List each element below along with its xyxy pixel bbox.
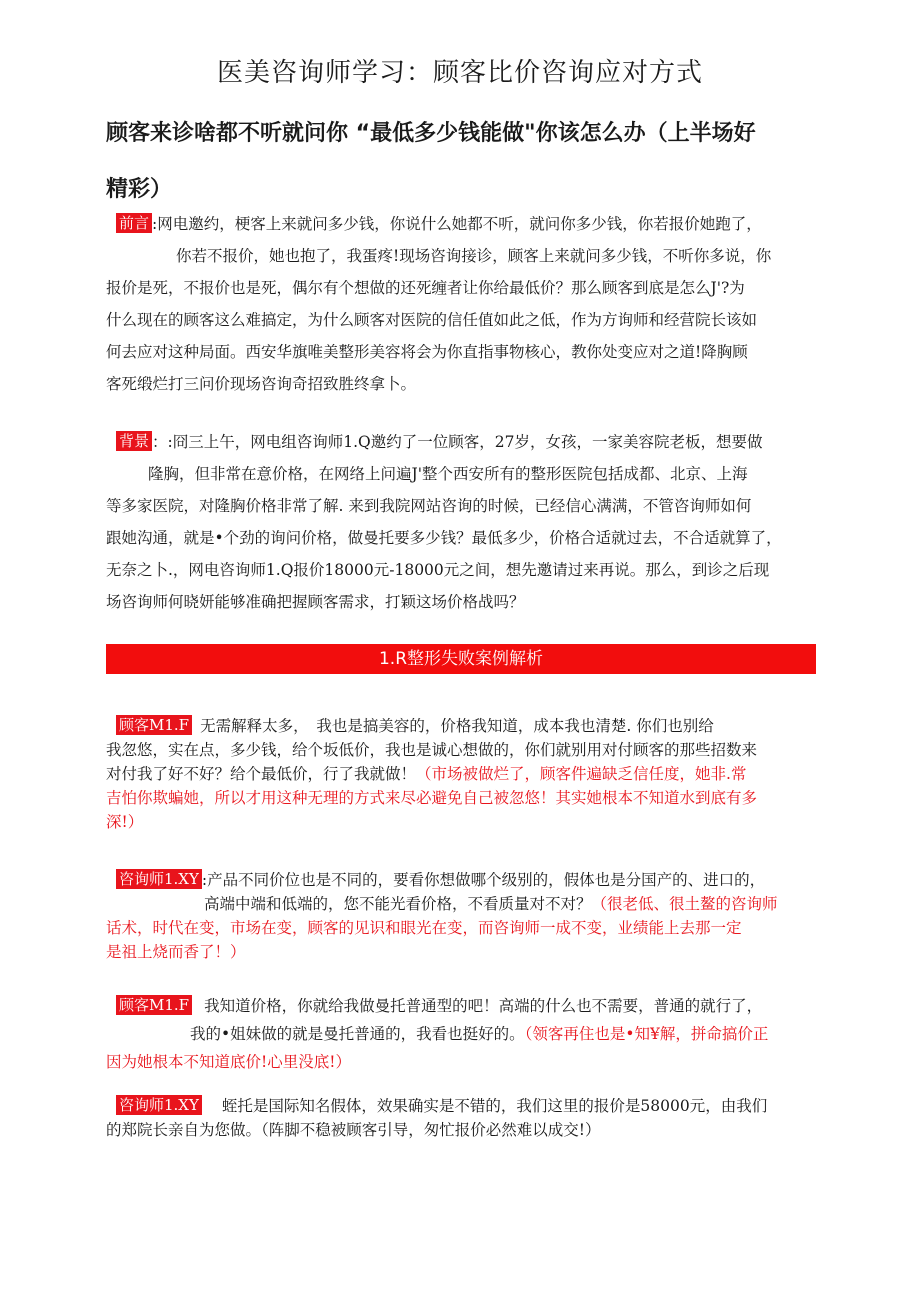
speaker-tag-customer: 顾客M1.F (116, 995, 192, 1015)
commentary-note: （市场被做烂了，顾客件遍缺乏信任度，她非.常 (416, 765, 747, 783)
preface-tag: 前言 (116, 213, 152, 233)
dialogue-line: 我忽悠，实在点，多少钱，给个坂低价，我也是诚心想做的，你们就别用对付顾客的那些招数来 (106, 741, 758, 759)
preface-line: :网电邀约，梗客上来就问多少钱，你说什么她都不听，就问你多少钱，你若报价她跑了， (152, 215, 762, 233)
background-paragraph (106, 430, 826, 610)
speaker-tag-consultant: 咨询师1.XY (116, 869, 202, 889)
speaker-tag-consultant: 咨询师1.XY (116, 1095, 202, 1115)
background-line: 无奈之卜.，网电咨询师1.Q报价18000元-18000元之间，想先邀请过来再说。那么，到诊之后现 (106, 561, 770, 579)
background-line: 跟她沟通，就是•个劲的询问价格，做曼托要多少钱？最低多少，价格合适就过去，不合适就算了， (106, 529, 782, 547)
background-line: 场咨询师何晓妍能够准确把握顾客需求，打颖这场价格战吗？ (106, 593, 525, 611)
background-line: 隆胸，但非常在意价格，在网络上问遍J'整个西安所有的整形医院包括成都、北京、上海 (148, 465, 748, 483)
dialogue-line: 我知道价格，你就给我做曼托普通型的吧！高端的什么也不需要，普通的就行了， (204, 997, 763, 1015)
dialogue-line: 蛭托是国际知名假体，效果确实是不错的，我们这里的报价是58000元，由我们 (221, 1097, 768, 1115)
dialogue-line: :产品不同价位也是不同的，要看你想做哪个级别的，假体也是分国产的、进口的， (201, 871, 766, 889)
commentary-note: 深!） (106, 813, 144, 831)
section-heading: 1.R整形失败案例解析 (106, 644, 816, 674)
dialogue-customer (106, 714, 826, 831)
commentary-note: 吉怕你欺蝙她，所以才用这种无理的方式来尽必避免自己被忽悠！其实她根本不知道水到底有多 (106, 789, 758, 807)
background-line: ：:冏三上午，网电组咨询师1.Q邀约了一位顾客，27岁，女孩，一家美容院老板，想要做 (152, 433, 763, 451)
headline-line-1: 顾客来诊啥都不听就问你 “最低多少钱能做"你该怎么办（上半场好 (106, 121, 756, 146)
preface-line: 何去应对这种局面。西安华旗唯美整形美容将会为你直指事物核心，教你处变应对之道!降胸顾 (106, 343, 748, 361)
dialogue-consultant (106, 868, 826, 961)
dialogue-line: 高端中端和低端的，您不能光看价格，不看质量对不对？ (204, 895, 592, 913)
commentary-note: 因为她根本不知道底价!心里没底!） (106, 1053, 351, 1071)
speaker-tag-customer: 顾客M1.F (116, 715, 192, 735)
dialogue-consultant (106, 1094, 826, 1154)
commentary-note: 是祖上烧而香了！） (106, 943, 246, 961)
background-tag: 背景 (116, 431, 152, 451)
commentary-note: （领客再住也是•知¥解，拼命搞价正 (524, 1025, 769, 1043)
dialogue-line: 的郑院长亲自为您做。（阵脚不稳被顾客引导，匆忙报价必然难以成交!） (106, 1121, 601, 1139)
preface-line: 你若不报价，她也抱了，我蛋疼!现场咨询接诊，顾客上来就问多少钱，不听你多说，你 (176, 247, 772, 265)
preface-line: 报价是死，不报价也是死，偶尔有个想做的还死缠者让你给最低价？那么顾客到底是怎么J'?为 (106, 279, 745, 297)
preface-line: 什么现在的顾客这么难搞定，为什么顾客对医院的信任值如此之低，作为方询师和经营院长该如 (106, 311, 758, 329)
background-line: 等多家医院，对隆胸价格非常了解. 来到我院网站咨询的时候，已经信心满满，不管咨询师如何 (106, 497, 752, 515)
headline-line-2: 精彩） (106, 177, 173, 202)
preface-paragraph (106, 212, 826, 392)
dialogue-line: 对付我了好不好？给个最低价，行了我就做！ (106, 765, 417, 783)
preface-line: 客死缎烂打三问价现场咨询奇招致胜终拿卜。 (106, 375, 417, 393)
dialogue-line: 无需解释太多， 我也是搞美容的，价格我知道，成本我也清楚. 你们也别给 (200, 717, 714, 735)
dialogue-customer (106, 994, 826, 1074)
commentary-note: （很老低、很土鳌的咨询师 (591, 895, 778, 913)
commentary-note: 话术，时代在变，市场在变，顾客的见识和眼光在变，而咨询师一成不变，业绩能上去那一定 (106, 919, 742, 937)
document-title: 医美咨询师学习：顾客比价咨询应对方式 (216, 58, 703, 88)
dialogue-line: 我的•姐妹做的就是曼托普通的，我看也挺好的。 (190, 1025, 525, 1043)
